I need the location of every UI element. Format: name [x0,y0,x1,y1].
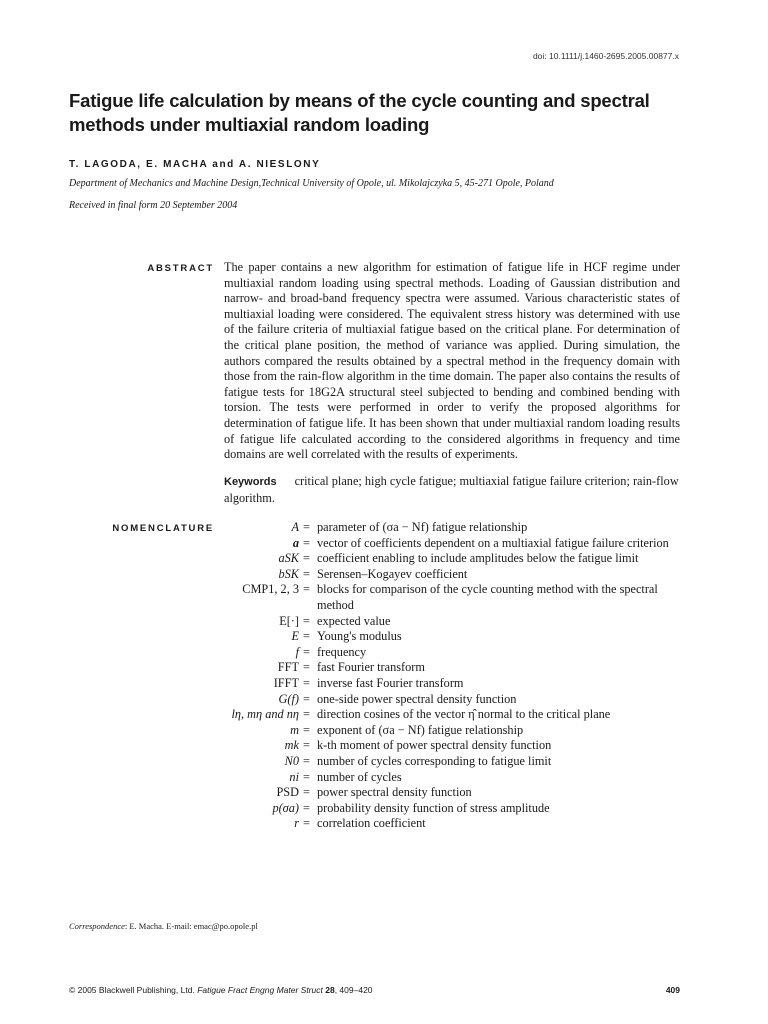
nomenclature-entry [150,692,690,708]
equals-sign: = [303,816,310,831]
nomenclature-entry [150,660,690,676]
nomenclature-symbol: N0 [284,753,299,768]
page-number: 409 [665,985,680,995]
nomenclature-entry [150,536,690,552]
nomenclature-symbol: lη, mη and nη [231,707,299,722]
nomenclature-symbol: m [290,722,299,737]
nomenclature-symbol: FFT [277,660,299,675]
journal-volume: 28 [325,985,335,995]
nomenclature-symbol: aSK [278,551,299,566]
nomenclature-symbol: E[·] [279,613,299,628]
nomenclature-definition: k-th moment of power spectral density function [317,738,552,753]
equals-sign: = [303,566,310,581]
equals-sign: = [303,707,310,722]
doi-line: doi: 10.1111/j.1460-2695.2005.00877.x [532,51,679,61]
equals-sign: = [303,644,310,659]
nomenclature-entry [150,785,690,801]
abstract-label: ABSTRACT [147,263,214,274]
nomenclature-symbol: r [294,816,299,831]
keywords-text: critical plane; high cycle fatigue; multiaxial fatigue failure criterion; rain-flow algorithm. [224,474,679,505]
nomenclature-definition: inverse fast Fourier transform [317,675,464,690]
affiliation: Department of Mechanics and Machine Design,Technical University of Opole, ul. Mikolajczyka 5, 45-271 Opole, Poland [69,178,554,189]
correspondence-text: : E. Macha. E-mail: emac@po.opole.pl [124,921,258,931]
nomenclature-definition: Young's modulus [317,629,402,644]
equals-sign: = [303,738,310,753]
nomenclature-entry [150,738,690,754]
nomenclature-entry [150,551,690,567]
nomenclature-entry [150,707,690,723]
nomenclature-definition: vector of coefficients dependent on a multiaxial fatigue failure criterion [317,535,669,550]
nomenclature-entry [150,567,690,583]
nomenclature-entry [150,614,690,630]
nomenclature-entry [150,582,690,613]
equals-sign: = [303,675,310,690]
equals-sign: = [303,691,310,706]
nomenclature-definition: probability density function of stress amplitude [317,800,550,815]
nomenclature-entry [150,754,690,770]
correspondence-label: Correspondence [69,921,125,931]
nomenclature-definition: blocks for comparison of the cycle counting method with the spectral method [317,582,658,612]
nomenclature-definition: exponent of (σa − Nf) fatigue relationship [317,722,524,737]
nomenclature-symbol: A [291,520,299,534]
equals-sign: = [303,629,310,644]
equals-sign: = [303,753,310,768]
authors: T. LAGODA, E. MACHA and A. NIESLONY [69,159,321,170]
equals-sign: = [303,785,310,800]
keywords-label: Keywords [224,476,277,488]
equals-sign: = [303,769,310,784]
nomenclature-entry [150,629,690,645]
nomenclature-definition: frequency [317,644,367,659]
nomenclature-definition: fast Fourier transform [317,660,425,675]
nomenclature-symbol: IFFT [273,675,299,690]
nomenclature-symbol: E [291,629,299,644]
nomenclature-definition: coefficient enabling to include amplitudes below the fatigue limit [317,551,639,566]
nomenclature-definition: Serensen–Kogayev coefficient [317,566,468,581]
equals-sign: = [303,582,310,597]
nomenclature-symbol: bSK [278,566,299,581]
nomenclature-symbol: PSD [276,785,299,800]
nomenclature-entry [150,676,690,692]
paper-title: Fatigue life calculation by means of the cycle counting and spectral methods under multiaxial random loading [69,90,650,135]
keywords [224,474,680,506]
nomenclature-symbol: CMP1, 2, 3 [242,582,299,597]
equals-sign: = [303,660,310,675]
equals-sign: = [303,520,310,534]
equals-sign: = [303,535,310,550]
page-footer [69,985,680,995]
journal-pages: , 409–420 [334,985,373,995]
nomenclature-definition: power spectral density function [317,785,472,800]
nomenclature-entry [150,520,690,536]
received-date: Received in final form 20 September 2004 [69,200,238,211]
nomenclature-definition: direction cosines of the vector η̂ normal to the critical plane [317,707,611,722]
nomenclature-label: NOMENCLATURE [112,523,214,534]
copyright: © 2005 Blackwell Publishing, Ltd. [69,985,195,995]
nomenclature-definition: one-side power spectral density function [317,691,517,706]
nomenclature-list [150,520,690,832]
nomenclature-entry [150,645,690,661]
nomenclature-entry [150,816,690,832]
nomenclature-symbol: mk [284,738,299,753]
nomenclature-definition: number of cycles [317,769,402,784]
nomenclature-symbol: a [292,535,299,550]
nomenclature-entry [150,770,690,786]
equals-sign: = [303,551,310,566]
nomenclature-definition: expected value [317,613,391,628]
nomenclature-symbol: G(f) [278,691,299,706]
abstract-text: The paper contains a new algorithm for estimation of fatigue life in HCF regime under multiaxial random loading using spectral methods. Loading of Gaussian distribution and narrow- and broad-band frequency spectra were assumed. Various characteristic states of multiaxial loading were considered. The equivalent stress history was determined with use of the failure criteria of multiaxial fatigue based on the critical plane. For determination of the critical plane position, the method of variance was applied. During simulation, the authors compared the results obtained by a spectral method in the frequency domain with those from the rain-flow algorithm in the time domain. The paper also contains the results of fatigue tests for 18G2A structural steel subjected to bending and combined bending with torsion. The tests were performed in order to verify the proposed algorithms for determination of fatigue life. It has been shown that under multiaxial random loading results of fatigue life calculated according to the considered algorithms in frequency and time domains are well correlated with the results of experiments. [224,260,680,462]
equals-sign: = [303,722,310,737]
equals-sign: = [303,613,310,628]
correspondence-note [69,921,258,931]
journal-name: Fatigue Fract Engng Mater Struct [197,985,323,995]
nomenclature-symbol: f [295,644,299,659]
equals-sign: = [303,800,310,815]
nomenclature-definition: parameter of (σa − Nf) fatigue relationship [317,520,528,534]
nomenclature-entry [150,801,690,817]
nomenclature-definition: correlation coefficient [317,816,426,831]
nomenclature-symbol: p(σa) [272,800,299,815]
nomenclature-entry [150,723,690,739]
nomenclature-symbol: ni [289,769,299,784]
nomenclature-definition: number of cycles corresponding to fatigue limit [317,753,552,768]
